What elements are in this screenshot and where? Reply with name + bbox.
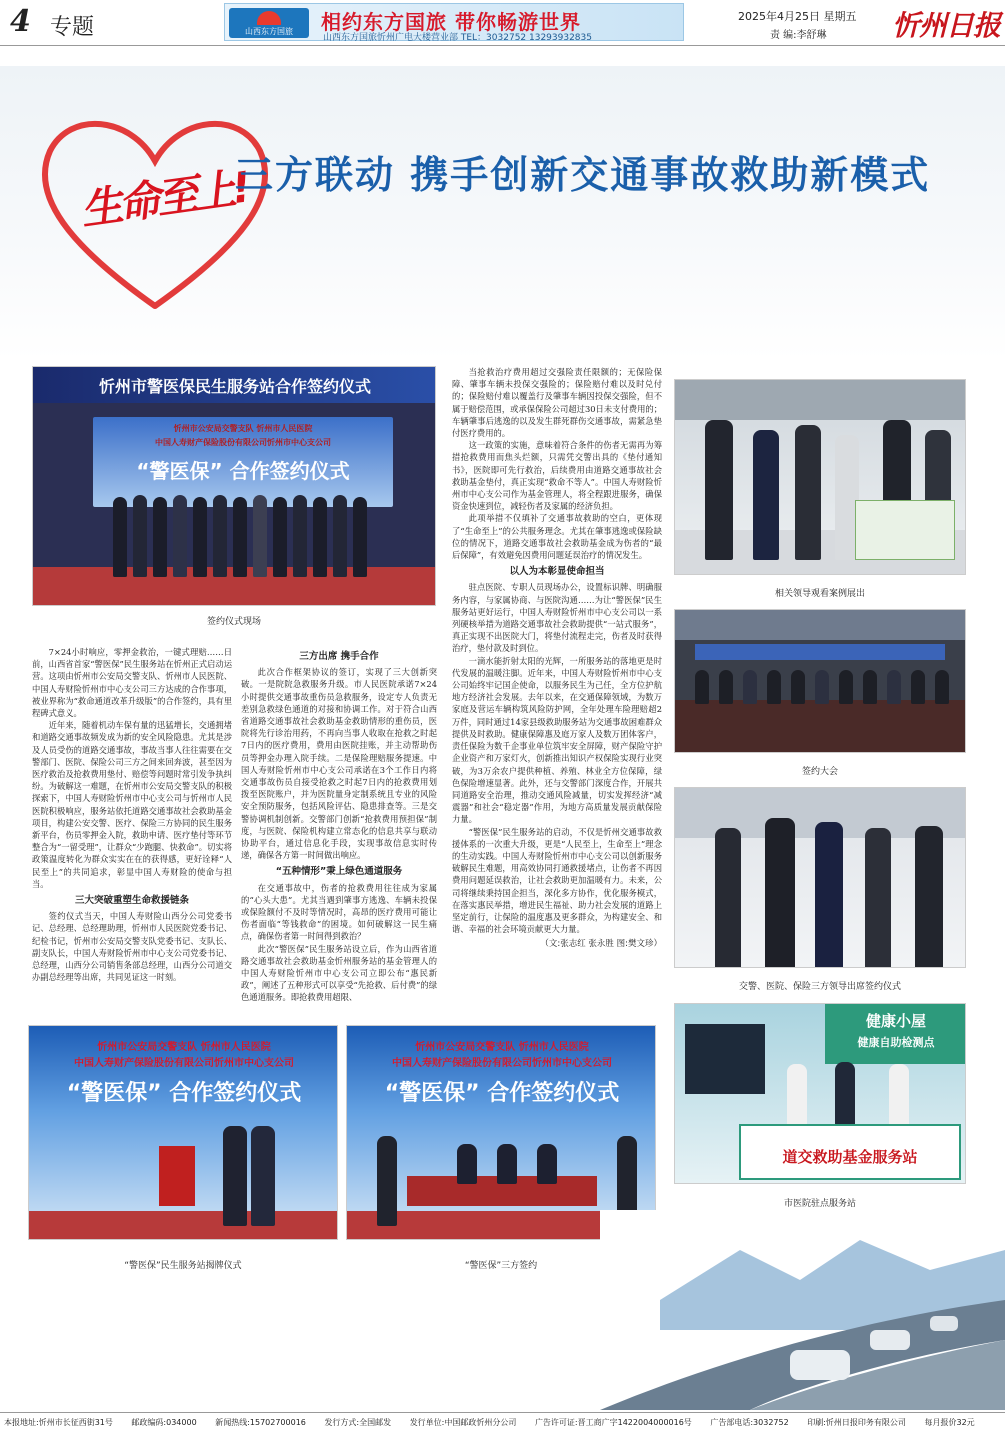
masthead: 忻州日报 [892,9,1001,42]
footer-address: 本报地址:忻州市长征西街31号 [4,1418,113,1427]
article-column-2 [241,646,437,1012]
photo-signing-ceremony [32,366,436,606]
banner-big-title: “警医保” 合作签约仪式 [66,1081,302,1106]
photo-plaque-unveiling [28,1025,338,1240]
banner-line-1: 忻州市公安局交警支队 忻州市人民医院 [97,1042,271,1053]
footer-ad-phone: 广告部电话:3032752 [710,1418,789,1427]
photo-caption: 交警、医院、保险三方领导出席签约仪式 [738,982,901,992]
photo-caption: “警医保”民生服务站揭牌仪式 [124,1261,242,1271]
hero-logo: 生命至上! [77,162,251,235]
banner-line-2: 中国人寿财产保险股份有限公司忻州市中心支公司 [155,438,331,447]
paragraph: 7×24小时响应，零押金救治，一键式理赔……日前，山西省首家“警医保”民生服务站在忻州正式启动运营。这项由忻州市公安局交警支队、忻州市人民医院、中国人寿财险忻州市中心支公司三方达成的合作事项，被业界称为“救命通道改革升级版”的合作签约，具有里程碑式意义。 [32,647,232,719]
paragraph: 签约仪式当天，中国人寿财险山西分公司党委书记、总经理、总经理助理，忻州市人民医院党委书记、纪检书记，忻州市公安局交警支队党委书记、支队长、副支队长，中国人寿财险忻州市中心支公司党委书记、总经理，山西分公司销售条部总经理，山西分公司道交办副总经理等出席，共同见证这一时刻。 [32,911,232,983]
subheading: “五种情形”秉上绿色通道服务 [275,866,403,878]
paragraph: 这一政策的实施，意味着符合条件的伤者无需再为筹措抢救费用而焦头烂额，只需凭交警出具的《垫付通知书》，医院即可先行救治，后续费用由道路交通事故社会救助基金垫付，真正实现“救命不等人”。中国人寿财险忻州市中心支公司作为基金管理人，将全程跟进服务，确保资金快速到位，减轻伤者及家属的经济负担。 [452,440,662,512]
banner-line-2: 中国人寿财产保险股份有限公司忻州市中心支公司 [74,1058,294,1069]
paragraph: 近年来，随着机动车保有量的迅猛增长，交通拥堵和道路交通事故频发成为新的安全风险隐患。尤其是涉及人员受伤的道路交通事故，事故当事人往往需要在交警部门、医院、保险公司三方之间来回奔波，甚至因为医疗救治及抢救费用垫付、赔偿等问题时常引发争执纠纷。为破解这一难题，在忻州市公安局交警支队的积极探索下，中国人寿财险忻州市中心支公司与忻州市人民医院积极响应，服务站依托道路交通事故社会救助基金项目，构建公安交警、医疗、保险三方协同的民生服务新平台，伤员零押金入院，救助申请、医疗垫付等环节整合为“一留受理”，让群众“少跑腿、快救命”。切实将政策温度转化为群众实实在在的获得感，更好诠释“人民至上”的共同追求，彰显中国人寿财险的使命与担当。 [32,720,232,889]
photo-three-party-signing [346,1025,656,1240]
footer-printer: 印刷:忻州日报印务有限公司 [807,1418,906,1427]
ad-contact: 山西东方国旅忻州广电大楼营业部 TEL：3032752 13293932835 [323,33,592,43]
photo-case-exhibit [674,379,966,575]
subheading: 三大突破重塑生命救援链条 [74,895,189,907]
banner-line-1: 忻州市公安局交警支队 忻州市人民医院 [415,1042,589,1053]
ad-logo: 山西东方国旅 [229,8,309,38]
sign-self-check: 健康自助检测点 [857,1036,935,1049]
subheading: 以人为本彰显使命担当 [509,566,605,578]
banner-line-1: 忻州市公安局交警支队 忻州市人民医院 [173,424,313,433]
paragraph: 在交通事故中，伤者的抢救费用往往成为家属的“心头大患”。尤其当遇到肇事方逃逸、车辆未投保或保险额付不及时等情况时，高昂的医疗费用可能让伤者面临“等钱救命”的困境。如何破解这一民生痛点，确保伤者第一时间得到救治？ [241,882,437,942]
photo-caption: “警医保”三方签约 [464,1261,538,1271]
photo-caption: 签约仪式现场 [206,617,261,627]
paragraph: 此次“警医保”民生服务站设立后，作为山西省道路交通事故社会救助基金忻州服务站的基金管理人的中国人寿财险忻州市中心支公司立即公布“惠民新政”，阐述了五种形式可以享受“先抢救、后付费”的绿色通道服务。即抢救费用超限、 [241,943,437,1003]
banner-line-2: 中国人寿财产保险股份有限公司忻州市中心支公司 [392,1058,612,1069]
byline: （文:张志红 张永胜 图:樊文珍） [540,939,662,950]
page-number: 4 [10,4,31,39]
footer-distribution: 发行方式:全国邮发 [324,1418,392,1427]
photo-caption: 签约大会 [801,767,838,777]
counter-sign: 道交救助基金服务站 [782,1148,918,1166]
photo-three-party-leaders [674,787,966,968]
page-header [0,0,1005,46]
banner-big-title: “警医保” 合作签约仪式 [384,1081,620,1106]
paragraph: 一滴水能折射太阳的光辉，一所服务站的落地更是时代发展的温暖注脚。近年来，中国人寿财险忻州市中心支公司始终牢记国企使命，以服务民生为己任，全方位护航地方经济社会发展。去年以来，在交通保障领域，为数万家庭及营运车辆构筑风险防护网，全年处理车险理赔超2万件，同时通过14家县级救助服务站为交通事故困难群众提供及时救助。健康保障惠及庭万家人及数万团体客户，责任保险为数千企事业单位筑牢安全屏障，财产保险守护企业资产和万家灯火，创新推出知识产权保险实现行业突破，为3万余农户提供种植、养殖、林业全方位保障，绿色保险增速显著。此外，还与交警部门深度合作，开展共同道路安全治理，推动交通风险减量，切实发挥经济“减震器”和社会“稳定器”作用，为地方高质量发展贡献保险力量。 [452,655,662,825]
banner-big-title: “警医保” 合作签约仪式 [136,459,350,483]
page-footer [0,1412,1005,1431]
article-column-3 [452,366,662,1012]
photo-hospital-station [674,1003,966,1184]
sign-health-hut: 健康小屋 [865,1012,926,1030]
banner-top-title: 忻州市警医保民生服务站合作签约仪式 [98,377,371,396]
ad-slogan: 相约东方国旅 带你畅游世界 [321,10,581,34]
photo-signing-conference [674,609,966,753]
footer-price: 每月报价32元 [924,1418,975,1427]
paragraph: 此项举措不仅填补了交通事故救助的空白，更体现了“生命至上”的公共服务理念。尤其在肇事逃逸或保险缺位的情况下，道路交通事故社会救助基金成为伤者的“最后保障”，有效避免因费用问题延误治疗的情况发生。 [452,513,662,561]
photo-caption: 市医院驻点服务站 [783,1199,856,1209]
footer-publisher: 发行单位:中国邮政忻州分公司 [409,1418,517,1427]
subheading: 三方出席 携手合作 [299,651,379,662]
paragraph: 驻点医院、专职人员现场办公，设置标识牌、明确服务内容，与家属协商、与医院沟通……为让“警医保”民生服务站更好运行，中国人寿财险忻州市中心支公司以一系列硬核举措为道路交通事故社会救助提供“一站式服务”，真正实现不出医院大门，将垫付流程走完，伤者及时获得治疗，垫付款及时到位。 [452,582,662,654]
hero-title: 三方联动 携手创新交通事故救助新模式 [235,153,931,197]
paragraph: 此次合作框架协议的签订，实现了三大创新突破。一是院院急救服务升级。市人民医院承诺7×24小时提供交通事故重伤员急救服务，设定专人负责无差别急救绿色通道的对接和协调工作。对于符合山西省道路交通事故社会救助基金救助情形的重伤员，医院将先行诊治用药，不再向当事人收取在抢救之时起7日内的医疗费用，费用由医院挂账，并主动帮助伤员等押金办理入院手续。二是保险理赔服务提速。中国人寿财险忻州市中心支公司承诺在3个工作日内将交通事故伤员自接受抢救之时起7日内的抢救费用划拨至医院账户，并为医院量身定制系统且专业的风险安全预防服务，包括风险评估、隐患排查等。三是交警协调机制创新。交警部门创新“抢救费用预担保”制度，与医院、保险机构建立常态化的信息共享与联动协助平台，通过信息化手段，实现事故信息实时传递，确保各方第一时间做出响应。 [241,667,437,861]
editor: 责 编:李舒琳 [770,30,827,41]
footer-postcode: 邮政编码:034000 [131,1418,197,1427]
photo-caption: 相关领导观看案例展出 [774,589,865,599]
paragraph: 当抢救治疗费用超过交强险责任限额的；无保险保障、肇事车辆未投保交强险的；保险赔付难以及时兑付的；保险赔付难以覆盖行及肇事车辆因投保交强险，但不属于赔偿范围，或承保保险公司超过30日未支付费用的；车辆肇事后逃逸的以及发生群死群伤交通事故，需紧急垫付医疗费用的。 [452,367,662,439]
footer-hotline: 新闻热线:15702700016 [215,1418,306,1427]
footer-ad-license: 广告许可证:晋工商广字1422004000016号 [534,1418,692,1427]
section-title: 专题 [50,15,95,40]
article-column-1 [32,646,232,1012]
hero-banner [0,66,1005,360]
paragraph: “警医保”民生服务站的启动，不仅是忻州交通事故救援体系的一次重大升级，更是“人民至上，生命至上”理念的生动实践。中国人寿财险忻州市中心支公司以创新服务破解民生难题，用高效协同打通救援堵点，让伤者不再因费用问题延误救治，让社会救助更加温暖有力。未来，公司将继续秉持国企担当，深化多方协作，优化服务模式，在落实惠民举措，增进民生福祉、助力社会发展的道路上坚定前行，让保险的温度惠及更多群众，为构建安全、和谐、幸福的社会环境贡献更大力量。 [452,826,662,935]
highway-illustration [600,1210,1005,1410]
ad-banner[interactable] [224,3,684,41]
issue-date: 2025年4月25日 星期五 [738,10,857,23]
